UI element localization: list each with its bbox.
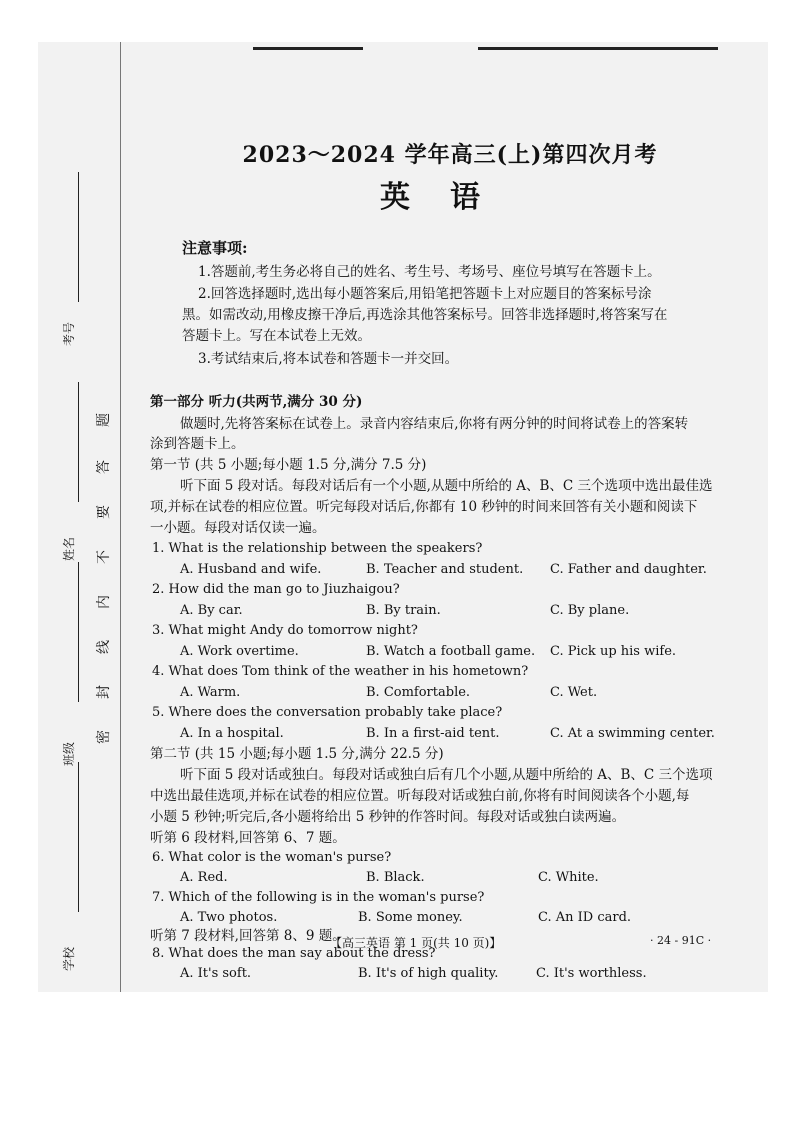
question-text: 5. Where does the conversation probably take place? — [152, 705, 503, 720]
exam-title: 2023～2024 学年高三(上)第四次月考 — [242, 142, 658, 168]
question-text: 8. What does the man say about the dress? — [152, 946, 436, 961]
option-b[interactable]: B. Some money. — [358, 910, 463, 925]
question-text: 3. What might Andy do tomorrow night? — [152, 623, 418, 638]
section2-intro: 中选出最佳选项,并标在试卷的相应位置。听每段对话或独白前,你将有时间阅读各个小题,每 — [150, 788, 690, 804]
notice-heading: 注意事项: — [182, 239, 248, 257]
option-b[interactable]: B. Black. — [366, 870, 425, 885]
option-b[interactable]: B. Teacher and student. — [366, 562, 524, 577]
section1-intro: 一小题。每段对话仅读一遍。 — [150, 520, 326, 536]
page-number-label: 【高三英语 第 1 页(共 10 页)】 — [330, 936, 502, 950]
field-label-class: 班级 — [62, 741, 76, 766]
option-a[interactable]: A. Work overtime. — [180, 644, 299, 659]
exam-code: · 24 - 91C · — [650, 934, 712, 947]
school-line[interactable] — [78, 762, 80, 912]
section2-intro: 小题 5 秒钟;听完后,各小题将给出 5 秒钟的作答时间。每段对话或独白读两遍。 — [150, 809, 626, 825]
material-instruction: 听第 6 段材料,回答第 6、7 题。 — [150, 830, 346, 846]
option-a[interactable]: A. By car. — [180, 603, 243, 618]
question-text: 6. What color is the woman's purse? — [152, 850, 392, 865]
notice-item: 1.答题前,考生务必将自己的姓名、考生号、考场号、座位号填写在答题卡上。 — [198, 264, 661, 280]
question-text: 4. What does Tom think of the weather in his hometown? — [152, 664, 529, 679]
seal-char: 不 — [96, 550, 112, 564]
seal-char: 密 — [96, 730, 112, 744]
option-b[interactable]: B. Watch a football game. — [366, 644, 536, 659]
option-a[interactable]: A. Two photos. — [180, 910, 278, 925]
option-c[interactable]: C. Pick up his wife. — [550, 644, 677, 659]
seal-char: 封 — [96, 685, 112, 699]
exam-page — [38, 42, 768, 992]
seal-char: 线 — [96, 640, 112, 654]
section1-intro: 项,并标在试卷的相应位置。听完每段对话后,你都有 10 秒钟的时间来回答有关小题和阅读下 — [150, 499, 698, 515]
part1-intro: 涂到答题卡上。 — [150, 436, 245, 452]
seal-char: 题 — [96, 413, 112, 427]
option-a[interactable]: A. In a hospital. — [180, 726, 284, 741]
content-area — [150, 42, 750, 992]
notice-item: 黑。如需改动,用橡皮擦干净后,再选涂其他答案标号。回答非选择题时,将答案写在 — [182, 307, 668, 323]
question-text: 7. Which of the following is in the woman's purse? — [152, 890, 485, 905]
notice-item: 2.回答选择题时,选出每小题答案后,用铅笔把答题卡上对应题目的答案标号涂 — [198, 286, 652, 302]
section1-heading: 第一节 (共 5 小题;每小题 1.5 分,满分 7.5 分) — [150, 457, 427, 473]
option-c[interactable]: C. Wet. — [550, 685, 598, 700]
section2-heading: 第二节 (共 15 小题;每小题 1.5 分,满分 22.5 分) — [150, 746, 444, 762]
option-b[interactable]: B. Comfortable. — [366, 685, 471, 700]
name-line[interactable] — [78, 382, 80, 502]
option-c[interactable]: C. An ID card. — [538, 910, 632, 925]
exam-number-line[interactable] — [78, 172, 80, 302]
subject-title: 英语 — [380, 180, 520, 215]
option-c[interactable]: C. It's worthless. — [536, 966, 647, 981]
option-c[interactable]: C. By plane. — [550, 603, 630, 618]
section1-intro: 听下面 5 段对话。每段对话后有一个小题,从题中所给的 A、B、C 三个选项中选出最佳选 — [180, 478, 713, 494]
seal-char: 答 — [96, 460, 112, 474]
section2-intro: 听下面 5 段对话或独白。每段对话或独白后有几个小题,从题中所给的 A、B、C 三个选项 — [180, 767, 713, 783]
seal-char: 内 — [96, 595, 112, 609]
field-label-exam-number: 考号 — [62, 321, 76, 346]
question-text: 2. How did the man go to Jiuzhaigou? — [152, 582, 400, 597]
material-instruction: 听第 7 段材料,回答第 8、9 题。 — [150, 928, 346, 944]
option-c[interactable]: C. White. — [538, 870, 599, 885]
notice-item: 3.考试结束后,将本试卷和答题卡一并交回。 — [198, 351, 459, 367]
option-a[interactable]: A. Red. — [180, 870, 228, 885]
binding-solid-line — [120, 42, 122, 992]
field-label-name: 姓名 — [62, 536, 76, 561]
option-b[interactable]: B. It's of high quality. — [358, 966, 499, 981]
option-b[interactable]: B. In a first-aid tent. — [366, 726, 500, 741]
question-text: 1. What is the relationship between the speakers? — [152, 541, 483, 556]
part1-heading: 第一部分 听力(共两节,满分 30 分) — [150, 394, 363, 410]
option-a[interactable]: A. Husband and wife. — [180, 562, 322, 577]
binding-margin — [38, 42, 118, 992]
notice-item: 答题卡上。写在本试卷上无效。 — [182, 328, 371, 344]
part1-intro: 做题时,先将答案标在试卷上。录音内容结束后,你将有两分钟的时间将试卷上的答案转 — [180, 416, 689, 432]
option-c[interactable]: C. Father and daughter. — [550, 562, 707, 577]
field-label-school: 学校 — [62, 946, 76, 971]
option-a[interactable]: A. Warm. — [180, 685, 241, 700]
class-line[interactable] — [78, 562, 80, 702]
option-c[interactable]: C. At a swimming center. — [550, 726, 715, 741]
option-a[interactable]: A. It's soft. — [180, 966, 252, 981]
option-b[interactable]: B. By train. — [366, 603, 441, 618]
seal-char: 要 — [96, 505, 112, 519]
